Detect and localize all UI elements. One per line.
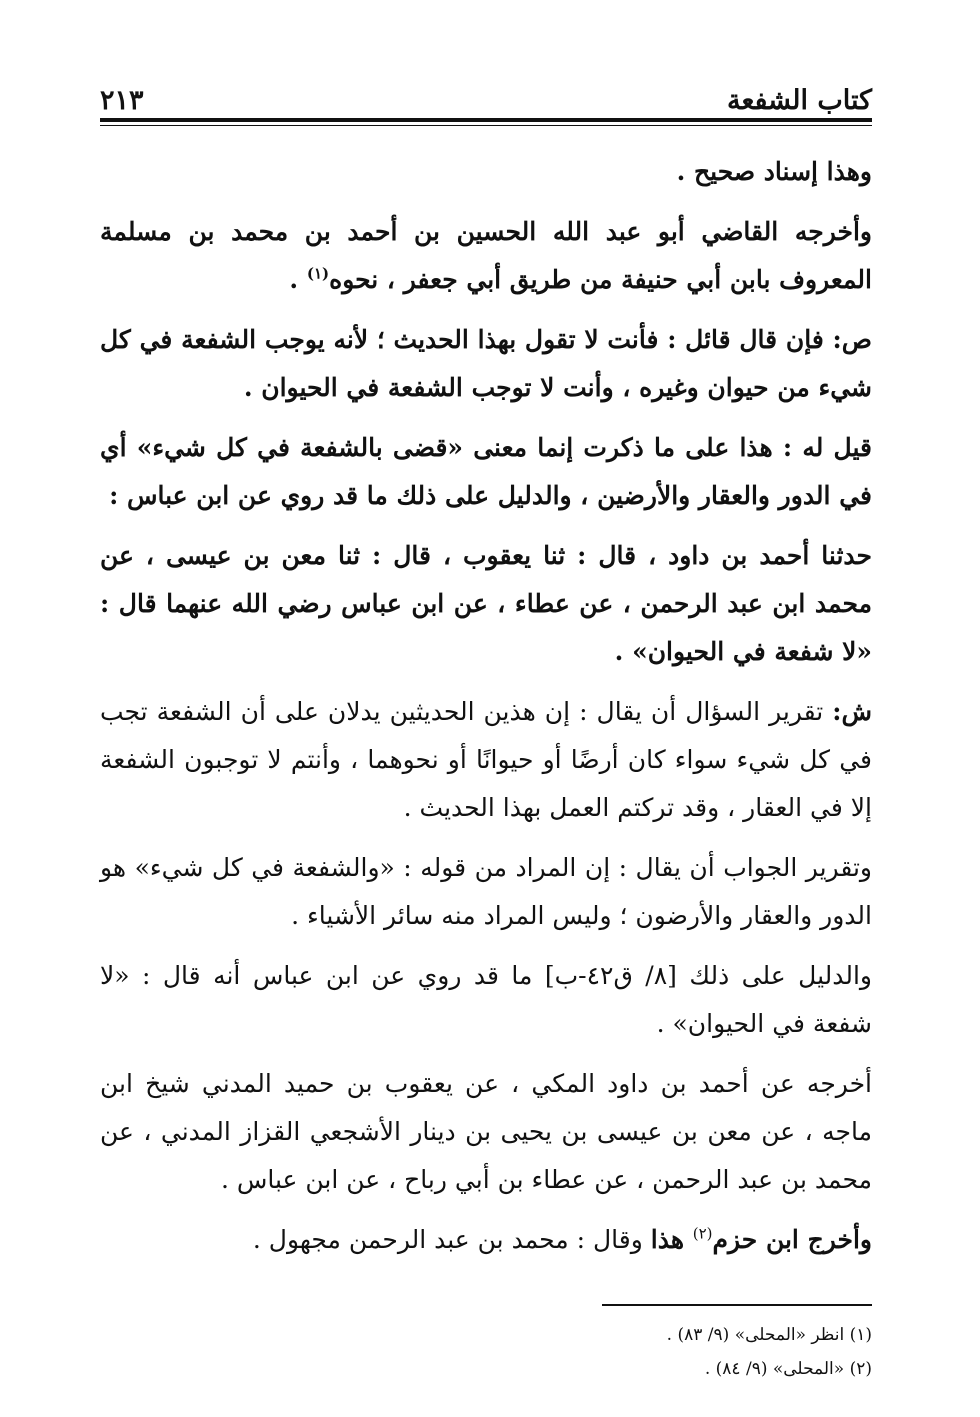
page-body xyxy=(100,148,872,1386)
paragraph-9: أخرجه عن أحمد بن داود المكي ، عن يعقوب بن حميد المدني شيخ ابن ماجه ، عن معن بن عيسى بن يحيى بن دينار الأشجعي القزاز المدني ، عن محمد بن عبد الرحمن ، عن عطاء بن أبي رباح ، عن ابن عباس . xyxy=(100,1069,872,1194)
paragraph-10 xyxy=(100,1216,872,1264)
footnote-ref-2: (٢) xyxy=(692,1224,713,1243)
paragraph-10-bold: وأخرج ابن حزم xyxy=(712,1225,872,1254)
paragraph-2-text: وأخرجه القاضي أبو عبد الله الحسين بن أحمد بن محمد بن مسلمة المعروف بابن أبي حنيفة من طريق أبي جعفر ، نحوه xyxy=(100,217,872,294)
header-rule-thin xyxy=(100,125,872,126)
paragraph-1: وهذا إسناد صحيح . xyxy=(676,157,872,186)
footnotes xyxy=(100,1318,872,1386)
paragraph-6 xyxy=(100,688,872,832)
footnote-rule xyxy=(602,1304,872,1306)
paragraph-3-text: فإن قال قائل : فأنت لا تقول بهذا الحديث ؛ لأنه يوجب الشفعة في كل شيء من حيوان وغيره ، وأنت لا توجب الشفعة في الحيوان . xyxy=(100,325,872,402)
paragraph-10-text: وقال : محمد بن عبد الرحمن مجهول . xyxy=(252,1225,651,1254)
paragraph-3 xyxy=(100,316,872,412)
paragraph-5: حدثنا أحمد بن داود ، قال : ثنا يعقوب ، قال : ثنا معن بن عيسى ، عن محمد ابن عبد الرحمن ، عن عطاء ، عن ابن عباس رضي الله عنهما قال : «لا شفعة في الحيوان» . xyxy=(100,541,872,666)
commentary-label-shin: ش: xyxy=(832,697,872,726)
header-rule-thick xyxy=(100,118,872,122)
footnote-2: (٢) «المحلى» (٩/ ٨٤) . xyxy=(704,1359,872,1379)
book-page xyxy=(100,60,872,1377)
text-label-sad: ص: xyxy=(832,325,872,354)
running-head xyxy=(100,60,872,116)
paragraph-2 xyxy=(100,208,872,304)
paragraph-10-bold-2: هذا xyxy=(650,1225,693,1254)
paragraph-2-end: . xyxy=(289,265,307,294)
paragraph-8: والدليل على ذلك [٨/ ق٤٢-ب] ما قد روي عن ابن عباس أنه قال : «لا شفعة في الحيوان» . xyxy=(100,961,872,1038)
chapter-title: كتاب الشفعة xyxy=(726,85,872,116)
paragraph-7: وتقرير الجواب أن يقال : إن المراد من قوله : «والشفعة في كل شيء» هو الدور والعقار والأرضون ؛ وليس المراد منه سائر الأشياء . xyxy=(100,853,872,930)
footnote-1: (١) انظر «المحلى» (٩/ ٨٣) . xyxy=(666,1325,872,1345)
paragraph-4: قيل له : هذا على ما ذكرت إنما معنى «قضى بالشفعة في كل شيء» أي في الدور والعقار والأرضين ، والدليل على ذلك ما قد روي عن ابن عباس : xyxy=(100,433,872,510)
footnote-ref-1: (١) xyxy=(306,264,330,283)
page-number: ٢١٣ xyxy=(100,85,144,116)
paragraph-6-text: تقرير السؤال أن يقال : إن هذين الحديثين يدلان على أن الشفعة تجب في كل شيء سواء كان أرضًا أو حيوانًا أو نحوهما ، وأنتم لا توجبون الشفعة إلا في العقار ، وقد تركتم العمل بهذا الحديث . xyxy=(100,697,872,822)
